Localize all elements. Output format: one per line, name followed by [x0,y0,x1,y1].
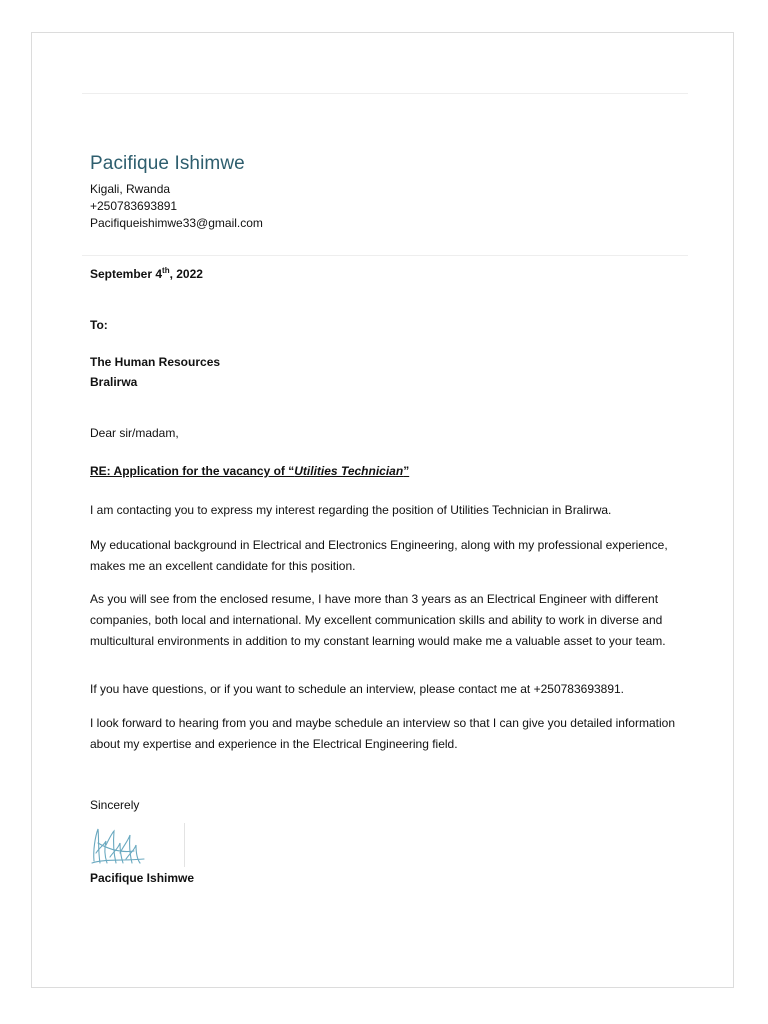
date-suffix: th [162,266,170,275]
subject-suffix: ” [403,464,410,478]
recipient-line-2: Bralirwa [90,375,138,389]
closing: Sincerely [90,798,140,812]
greeting: Dear sir/madam, [90,426,179,440]
body-paragraph-5: I look forward to hearing from you and maybe schedule an interview so that I can give you detailed information about my expertise and experience in the Electrical Engineering field. [90,716,675,751]
signer-name: Pacifique Ishimwe [90,871,195,885]
body-paragraph-2: My educational background in Electrical and Electronics Engineering, along with my professional experience, makes me an excellent candidate for this position. [90,538,668,573]
subject-position: Utilities Technician [294,464,404,478]
date-month-day: September 4 [90,267,163,281]
letter-date [90,267,203,281]
date-year: , 2022 [169,267,203,281]
recipient-line-1: The Human Resources [90,355,221,369]
signature-divider [184,823,185,867]
subject-prefix: RE: Application for the vacancy of “ [90,464,295,478]
handwritten-signature-icon [90,823,146,867]
letter-page [31,32,734,988]
recipient-block [90,352,220,392]
top-divider [82,93,688,94]
sender-email: Pacifiqueishimwe33@gmail.com [90,216,263,230]
subject-line [90,464,409,478]
header-divider [82,255,688,256]
body-paragraph-3: As you will see from the enclosed resume, I have more than 3 years as an Electrical Engineer with different companies, both local and international. My excellent communication skills and ability to work in diverse and multicultural environments in addition to my constant learning would make me a valuable asset to your team. [90,592,666,648]
sender-name: Pacifique Ishimwe [90,153,245,174]
body-paragraph-1: I am contacting you to express my interest regarding the position of Utilities Technician in Bralirwa. [90,503,612,517]
to-label: To: [90,318,108,332]
body-paragraph-4: If you have questions, or if you want to schedule an interview, please contact me at +250783693891. [90,682,625,696]
sender-contact-block [90,181,263,232]
sender-phone: +250783693891 [90,199,178,213]
sender-location: Kigali, Rwanda [90,182,171,196]
